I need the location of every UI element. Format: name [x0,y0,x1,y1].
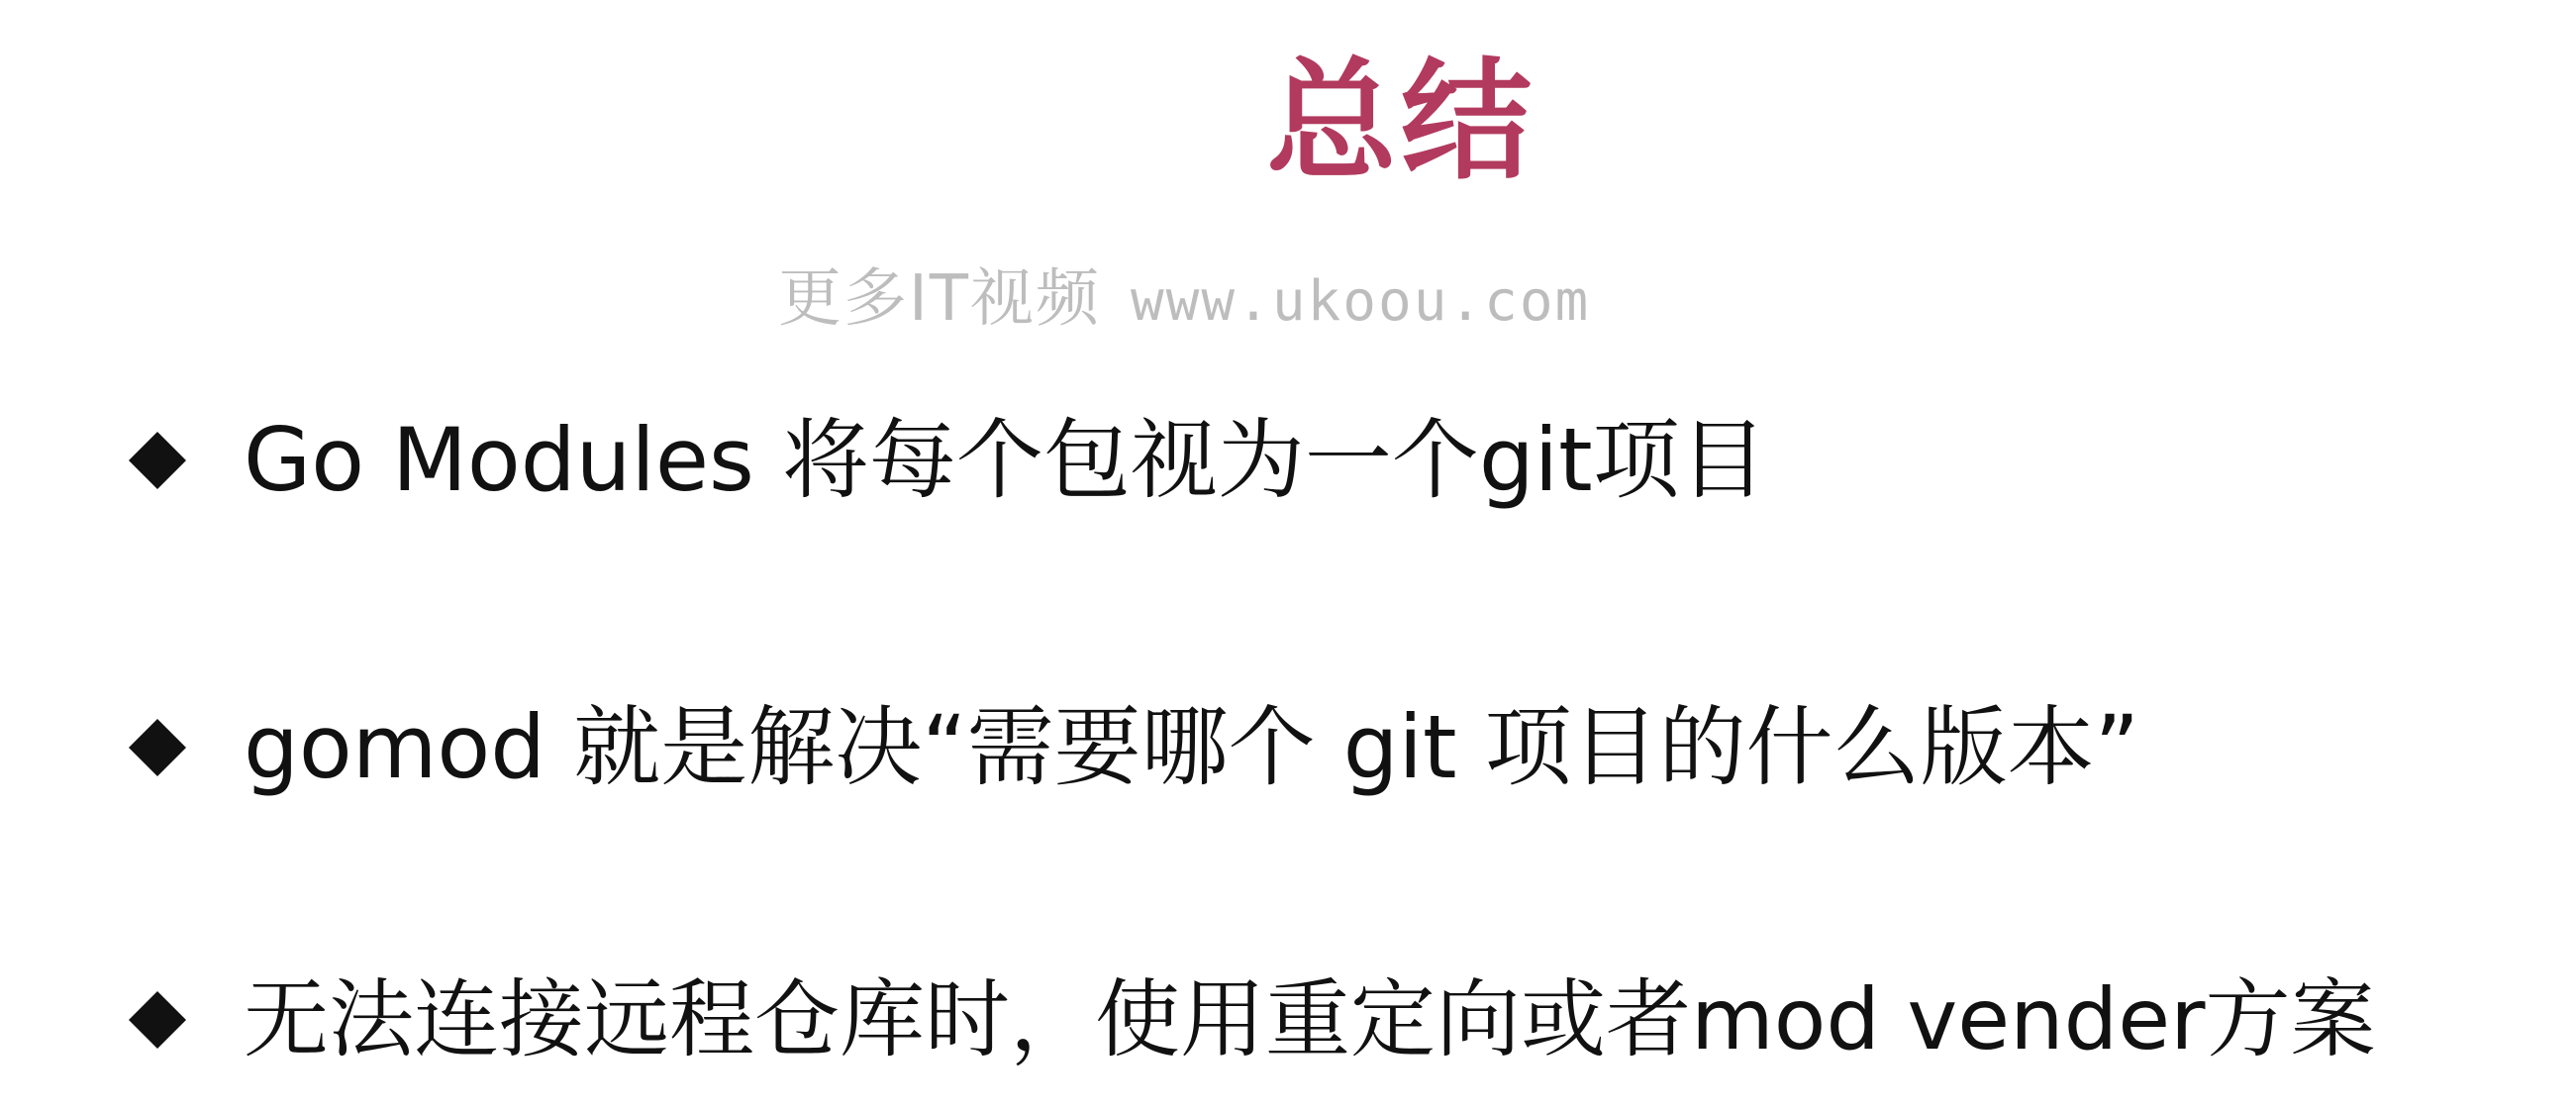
bullet-item-2 [129,688,2139,807]
diamond-bullet-icon [129,719,186,776]
bullet-text: Go Modules 将每个包视为一个git项目 [244,409,1767,511]
bullet-text: gomod 就是解决“需要哪个 git 项目的什么版本” [244,696,2140,798]
watermark-label: 更多IT视频 [778,262,1101,336]
diamond-bullet-icon [129,991,186,1049]
slide-title: 总结 [1266,46,1536,198]
watermark-url: www.ukoou.com [1130,269,1591,334]
watermark [778,259,1590,342]
bullet-item-3 [129,961,2376,1079]
bullet-item-1 [129,401,1767,520]
bullet-text: 无法连接远程仓库时，使用重定向或者mod vender方案 [244,970,2376,1069]
diamond-bullet-icon [129,432,186,489]
